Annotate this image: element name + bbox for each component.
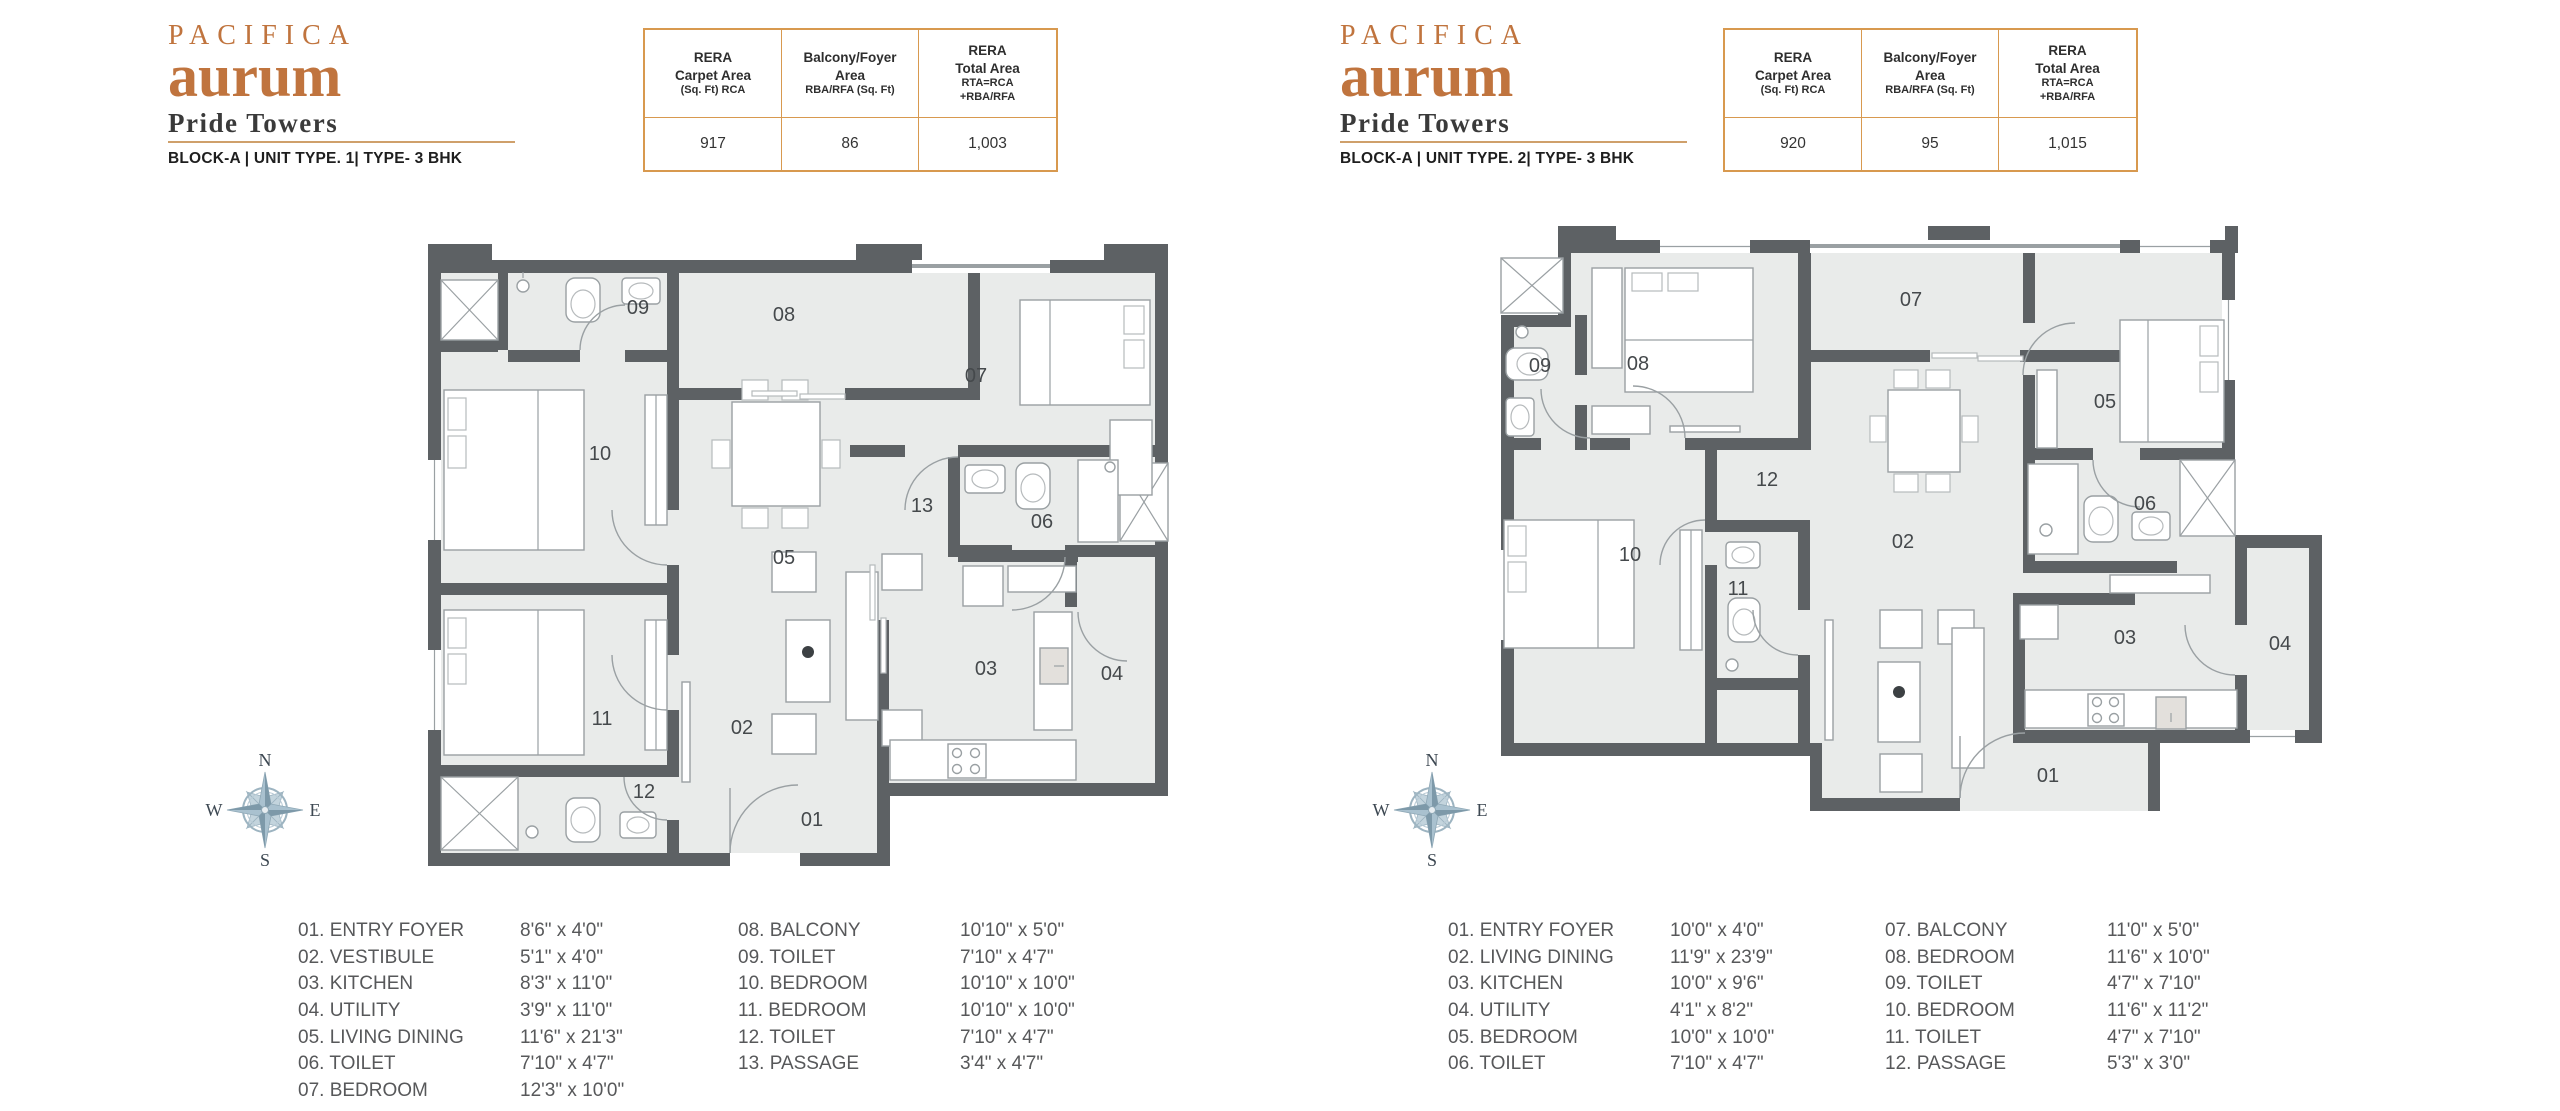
table-header-cell [919, 30, 1056, 118]
brand-name: PACIFICA [1340, 20, 1530, 51]
header-line: Balcony/Foyer [803, 50, 897, 66]
room-name: 08. BEDROOM [1885, 946, 2015, 968]
room-dimension: 4'1" x 8'2" [1670, 1000, 1754, 1022]
room-label-08: 08 [772, 304, 796, 326]
legend-row [298, 1051, 738, 1078]
room-label-12: 12 [632, 781, 656, 803]
header-line: RERA [968, 43, 1007, 59]
carpet-area-value: 917 [700, 135, 726, 152]
table-value-cell [782, 118, 919, 170]
total-area-value: 1,015 [2048, 135, 2087, 152]
table-value-cell [1999, 118, 2136, 170]
room-name: 05. BEDROOM [1448, 1026, 1578, 1048]
compass-rose-unit-2 [1372, 750, 1492, 870]
unit-spec: BLOCK-A | UNIT TYPE. 1| TYPE- 3 BHK [168, 150, 463, 168]
room-label-10: 10 [1618, 544, 1642, 566]
brand-name: PACIFICA [168, 20, 358, 51]
room-name: 04. UTILITY [298, 1000, 401, 1022]
room-name: 04. UTILITY [1448, 1000, 1551, 1022]
legend-row [1885, 945, 2210, 972]
header-subline: (Sq. Ft) RCA [1760, 84, 1826, 97]
table-value-cell [1725, 118, 1862, 170]
room-dimension: 7'10" x 4'7" [960, 1026, 1054, 1048]
total-area-value: 1,003 [968, 135, 1007, 152]
room-dimension: 8'3" x 11'0" [520, 973, 613, 995]
room-dimension: 10'0" x 9'6" [1670, 973, 1764, 995]
table-value-cell [1862, 118, 1999, 170]
room-dimension: 10'10" x 5'0" [960, 920, 1065, 942]
room-dimension: 5'1" x 4'0" [520, 946, 604, 968]
room-dimension: 10'10" x 10'0" [960, 973, 1075, 995]
header-line: RERA [693, 50, 733, 66]
room-label-13: 13 [910, 495, 934, 517]
floor-plan-unit-1 [420, 220, 1220, 900]
header-line: RERA [1773, 50, 1813, 66]
room-dimension: 4'7" x 7'10" [2107, 973, 2201, 995]
header-subline: RTA=RCA [961, 77, 1014, 90]
room-label-12: 12 [1755, 469, 1779, 491]
room-dimension: 7'10" x 4'7" [960, 946, 1054, 968]
rera-area-table-unit-2 [1723, 28, 2138, 172]
room-dimension: 4'7" x 7'10" [2107, 1026, 2201, 1048]
legend-row [738, 998, 1075, 1025]
header-subline: +RBA/RFA [2039, 91, 2096, 104]
legend-row [1448, 1024, 1885, 1051]
compass-north-label: N [1425, 750, 1439, 770]
room-label-06: 06 [1030, 511, 1054, 533]
room-legend-unit-2 [1448, 918, 2210, 1078]
table-header-cell [782, 30, 919, 118]
legend-row [738, 945, 1075, 972]
legend-row [1885, 998, 2210, 1025]
compass-north-label: N [258, 750, 272, 770]
brand-logo-aurum: aurum [1340, 43, 1514, 109]
legend-row [1885, 1024, 2210, 1051]
legend-row [738, 1024, 1075, 1051]
room-dimension: 11'6" x 21'3" [520, 1026, 623, 1048]
room-dimension: 5'3" x 3'0" [2107, 1053, 2191, 1075]
header-line: Total Area [2035, 60, 2100, 76]
compass-rose-unit-1 [205, 750, 325, 870]
room-label-01: 01 [800, 809, 824, 831]
legend-row [1448, 1051, 1885, 1078]
room-name: 07. BEDROOM [298, 1079, 428, 1101]
room-name: 11. TOILET [1885, 1026, 1982, 1048]
legend-row [298, 998, 738, 1025]
room-name: 03. KITCHEN [1448, 973, 1564, 995]
rera-area-table-unit-1 [643, 28, 1058, 172]
table-header-cell [1862, 30, 1999, 118]
header-line: Total Area [955, 60, 1020, 76]
floor-plan-unit-2 [1480, 220, 2360, 900]
room-dimension: 10'0" x 4'0" [1670, 920, 1764, 942]
room-dimension: 11'0" x 5'0" [2107, 920, 2200, 942]
header-subline: RBA/RFA (Sq. Ft) [1885, 84, 1975, 97]
compass-star [1394, 772, 1470, 848]
room-label-07: 07 [964, 365, 988, 387]
legend-row [1448, 971, 1885, 998]
room-label-03: 03 [974, 658, 998, 680]
table-header-cell [1999, 30, 2136, 118]
balcony-rail [912, 264, 1050, 268]
legend-row [298, 945, 738, 972]
project-name: Pride Towers [168, 108, 339, 139]
room-dimension: 11'6" x 10'0" [2107, 946, 2210, 968]
compass-south-label: S [1426, 850, 1438, 870]
table-value-cell [919, 118, 1056, 170]
room-label-04: 04 [2268, 633, 2292, 655]
room-dimension: 10'0" x 10'0" [1670, 1026, 1775, 1048]
room-dimension: 3'4" x 4'7" [960, 1053, 1044, 1075]
room-label-02: 02 [1891, 531, 1915, 553]
room-name: 11. BEDROOM [738, 1000, 867, 1022]
brand-block-unit-2 [1340, 22, 1687, 168]
legend-row [738, 971, 1075, 998]
room-dimension: 7'10" x 4'7" [1670, 1053, 1764, 1075]
room-name: 10. BEDROOM [1885, 1000, 2015, 1022]
room-dimension: 8'6" x 4'0" [520, 920, 604, 942]
room-name: 02. VESTIBULE [298, 946, 435, 968]
header-line: Area [834, 67, 866, 83]
compass-east-label: E [309, 800, 321, 820]
header-subline: +RBA/RFA [959, 91, 1016, 104]
room-label-07: 07 [1899, 289, 1923, 311]
room-legend-unit-1 [298, 918, 1075, 1104]
legend-row [738, 918, 1075, 945]
room-label-11: 11 [1727, 578, 1749, 600]
header-subline: RTA=RCA [2041, 77, 2094, 90]
room-label-06: 06 [2133, 493, 2157, 515]
room-name: 12. PASSAGE [1885, 1053, 2007, 1075]
room-name: 07. BALCONY [1885, 920, 2008, 942]
table-value-cell [645, 118, 782, 170]
room-label-01: 01 [2036, 765, 2060, 787]
unit-spec: BLOCK-A | UNIT TYPE. 2| TYPE- 3 BHK [1340, 150, 1635, 168]
room-label-02: 02 [730, 717, 754, 739]
room-name: 10. BEDROOM [738, 973, 868, 995]
brand-divider [1340, 141, 1687, 143]
legend-row [1885, 918, 2210, 945]
room-name: 06. TOILET [1448, 1053, 1546, 1075]
room-dimension: 10'10" x 10'0" [960, 1000, 1075, 1022]
room-dimension: 11'9" x 23'9" [1670, 946, 1773, 968]
header-line: Balcony/Foyer [1883, 50, 1977, 66]
balcony-area-value: 86 [841, 135, 859, 152]
table-header-cell [645, 30, 782, 118]
legend-row [1448, 945, 1885, 972]
balcony-area-value: 95 [1921, 135, 1939, 152]
room-label-11: 11 [591, 708, 613, 730]
room-name: 02. LIVING DINING [1448, 946, 1614, 968]
table-header-cell [1725, 30, 1862, 118]
room-name: 12. TOILET [738, 1026, 836, 1048]
room-label-05: 05 [2093, 391, 2117, 413]
room-dimension: 3'9" x 11'0" [520, 1000, 613, 1022]
header-line: Carpet Area [674, 67, 752, 83]
legend-row [298, 971, 738, 998]
header-line: Area [1914, 67, 1946, 83]
room-name: 13. PASSAGE [738, 1053, 860, 1075]
room-label-09: 09 [626, 297, 650, 319]
room-label-04: 04 [1100, 663, 1124, 685]
brand-logo-aurum: aurum [168, 43, 342, 109]
room-label-10: 10 [588, 443, 612, 465]
carpet-area-value: 920 [1780, 135, 1806, 152]
legend-row [1885, 1051, 2210, 1078]
compass-west-label: W [1372, 800, 1390, 820]
room-name: 01. ENTRY FOYER [1448, 920, 1615, 942]
header-line: RERA [2048, 43, 2087, 59]
brand-block-unit-1 [168, 22, 515, 168]
legend-row [1885, 971, 2210, 998]
room-dimension: 11'6" x 11'2" [2107, 1000, 2209, 1022]
room-name: 06. TOILET [298, 1053, 396, 1075]
header-line: Carpet Area [1754, 67, 1832, 83]
room-name: 09. TOILET [738, 946, 836, 968]
legend-row [738, 1051, 1075, 1078]
project-name: Pride Towers [1340, 108, 1511, 139]
room-name: 05. LIVING DINING [298, 1026, 464, 1048]
compass-east-label: E [1476, 800, 1488, 820]
legend-row [298, 1078, 738, 1105]
compass-south-label: S [259, 850, 271, 870]
legend-row [1448, 998, 1885, 1025]
room-label-03: 03 [2113, 627, 2137, 649]
legend-row [298, 918, 738, 945]
room-name: 03. KITCHEN [298, 973, 414, 995]
legend-row [298, 1024, 738, 1051]
legend-row [1448, 918, 1885, 945]
header-subline: RBA/RFA (Sq. Ft) [805, 84, 895, 97]
compass-star [227, 772, 303, 848]
room-name: 09. TOILET [1885, 973, 1983, 995]
room-dimension: 12'3" x 10'0" [520, 1079, 625, 1101]
room-dimension: 7'10" x 4'7" [520, 1053, 614, 1075]
room-label-05: 05 [772, 547, 796, 569]
room-label-09: 09 [1528, 355, 1552, 377]
brand-divider [168, 141, 515, 143]
balcony-rail [1810, 244, 2120, 248]
room-label-08: 08 [1626, 353, 1650, 375]
compass-west-label: W [205, 800, 223, 820]
header-subline: (Sq. Ft) RCA [680, 84, 746, 97]
room-name: 08. BALCONY [738, 920, 861, 942]
room-name: 01. ENTRY FOYER [298, 920, 465, 942]
